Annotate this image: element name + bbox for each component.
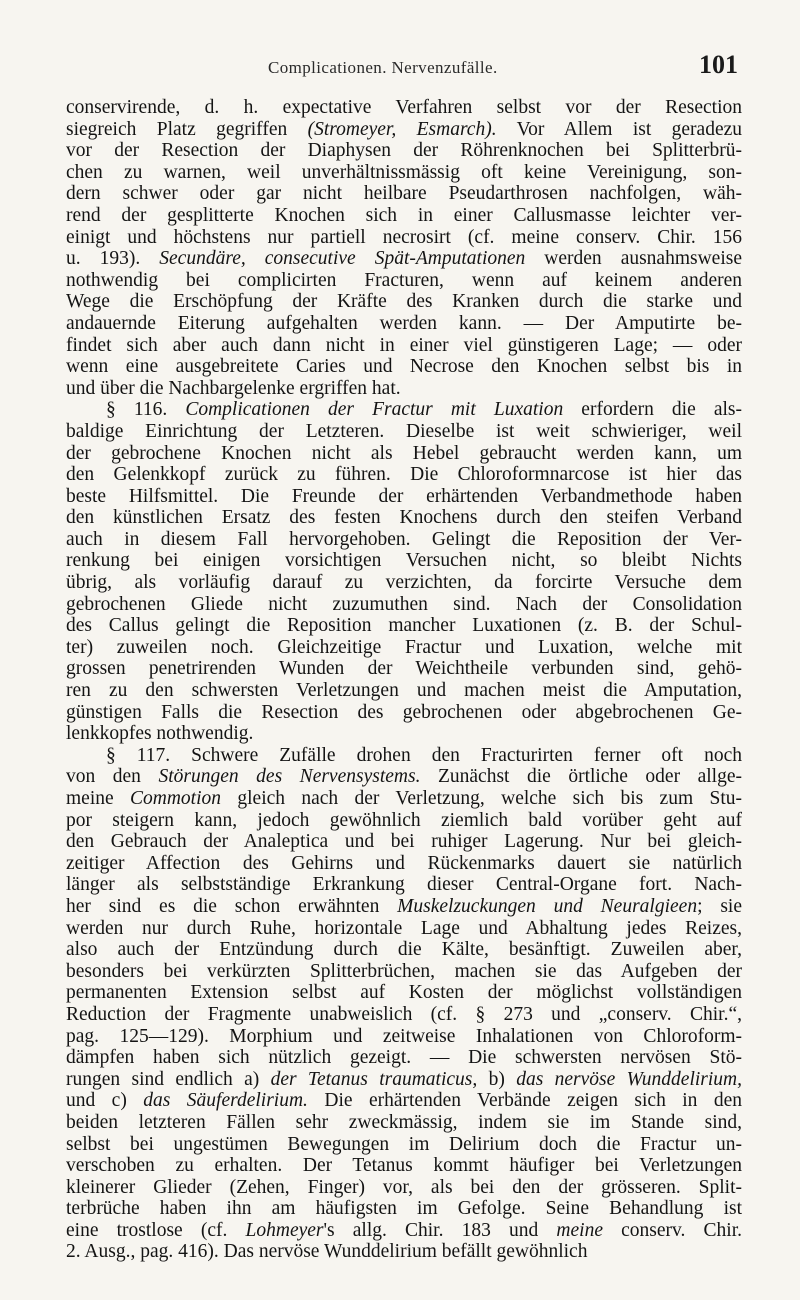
- text-run: dämpfen haben sich nützlich gezeigt. — Die schwersten nervösen Stö-: [66, 1047, 742, 1069]
- text-line: [66, 378, 742, 400]
- text-line: [66, 1047, 742, 1069]
- text-line: [66, 270, 742, 292]
- page-number: 101: [699, 50, 738, 79]
- text-line: [66, 421, 742, 443]
- text-line: [66, 550, 742, 572]
- text-run: permanenten Extension selbst auf Kosten der möglichst vollständigen: [66, 982, 742, 1004]
- text-run: werden ausnahmsweise: [525, 248, 742, 270]
- text-run: und über die Nachbargelenke ergriffen hat.: [66, 377, 401, 399]
- text-run: kleinerer Glieder (Zehen, Finger) vor, als bei den der grösseren. Split-: [66, 1176, 742, 1198]
- text-run: dern schwer oder gar nicht heilbare Pseudarthrosen nachfolgen, wäh-: [66, 183, 742, 205]
- text-line: [66, 680, 742, 702]
- text-run: findet sich aber auch dann nicht in einer viel günstigeren Lage; — oder: [66, 334, 742, 356]
- text-line: [66, 291, 742, 313]
- text-line: [66, 788, 742, 810]
- text-line: [66, 1241, 742, 1263]
- text-line: [66, 896, 742, 918]
- text-line: [66, 853, 742, 875]
- text-run: Wege die Erschöpfung der Kräfte des Kranken durch die starke und: [66, 291, 742, 313]
- italic-run: das nervöse Wunddelirium,: [516, 1068, 742, 1090]
- text-line: [66, 335, 742, 357]
- text-run: übrig, als vorläufig darauf zu verzichten, da forcirte Versuche dem: [66, 572, 742, 594]
- text-run: u. 193).: [66, 248, 160, 270]
- text-line: [66, 399, 742, 421]
- italic-run: Secundäre, consecutive Spät-Amputationen: [159, 248, 526, 270]
- text-line: [66, 961, 742, 983]
- italic-run: der Tetanus traumaticus,: [270, 1068, 478, 1090]
- text-run: andauernde Eiterung aufgehalten werden kann. — Der Amputirte be-: [66, 312, 742, 334]
- italic-run: Störungen des Nervensystems.: [158, 766, 421, 788]
- text-run: gleich nach der Verletzung, welche sich bis zum Stu-: [221, 788, 742, 809]
- text-run: den Gelenkkopf zurück zu führen. Die Chloroformnarcose ist hier das: [66, 464, 742, 486]
- text-line: [66, 97, 742, 119]
- text-run: der gebrochene Knochen nicht als Hebel gebraucht werden kann, um: [66, 442, 742, 464]
- text-run: nothwendig bei complicirten Fracturen, wenn auf keinem anderen: [66, 269, 742, 291]
- text-run: lenkkopfes nothwendig.: [66, 723, 254, 745]
- text-run: her sind es die schon erwähnten: [66, 895, 398, 917]
- text-line: [66, 140, 742, 162]
- text-run: ; sie: [697, 895, 742, 917]
- text-run: des Callus gelingt die Reposition mancher Luxationen (z. B. der Schul-: [66, 615, 742, 637]
- text-run: Reduction der Fragmente unabweislich (cf. § 273 und „conserv. Chir.“,: [66, 1003, 742, 1025]
- text-run: Zunächst die örtliche oder allge-: [420, 766, 742, 788]
- text-run: und c): [66, 1090, 144, 1112]
- text-line: [66, 119, 742, 141]
- italic-run: meine: [556, 1219, 603, 1241]
- text-run: 's allg. Chir. 183 und: [323, 1219, 557, 1241]
- text-line: [66, 615, 742, 637]
- text-line: [66, 831, 742, 853]
- text-run: siegreich Platz gegriffen: [66, 118, 308, 140]
- text-line: [66, 1112, 742, 1134]
- text-run: por steigern kann, jedoch gewöhnlich ziemlich bald vorüber geht auf: [66, 809, 742, 831]
- italic-run: (Stromeyer, Esmarch).: [307, 118, 497, 140]
- italic-run: Lohmeyer: [245, 1219, 324, 1241]
- text-run: verschoben zu erhalten. Der Tetanus kommt häufiger bei Verletzungen: [66, 1155, 742, 1177]
- text-run: den Gebrauch der Analeptica und bei ruhiger Lagerung. Nur bei gleich-: [66, 831, 742, 853]
- text-line: [66, 982, 742, 1004]
- text-run: b): [477, 1068, 517, 1090]
- text-run: rend der gesplitterte Knochen sich in einer Callusmasse leichter ver-: [66, 204, 742, 226]
- text-run: grossen penetrirenden Wunden der Weichtheile verbunden sind, gehö-: [66, 658, 742, 680]
- text-line: [66, 1155, 742, 1177]
- text-line: [66, 1220, 742, 1242]
- text-run: wenn eine ausgebreitete Caries und Necrose den Knochen selbst bis in: [66, 356, 742, 378]
- text-line: [66, 313, 742, 335]
- text-line: [66, 594, 742, 616]
- text-run: günstigen Falls die Resection des gebrochenen oder abgebrochenen Ge-: [66, 701, 742, 723]
- text-run: ter) zuweilen noch. Gleichzeitige Fractur und Luxation, welche mit: [66, 636, 742, 658]
- italic-run: Muskelzuckungen und Neuralgieen: [397, 895, 698, 917]
- text-run: vor der Resection der Diaphysen der Röhrenknochen bei Splitterbrü-: [66, 140, 742, 162]
- text-line: [66, 766, 742, 788]
- italic-run: Complicationen der Fractur mit Luxation: [185, 399, 564, 421]
- text-line: [66, 918, 742, 940]
- text-line: [66, 810, 742, 832]
- text-line: [66, 205, 742, 227]
- text-line: [66, 1090, 742, 1112]
- text-run: § 117. Schwere Zufälle drohen den Fracturirten ferner oft noch: [106, 744, 742, 766]
- text-run: baldige Einrichtung der Letzteren. Dieselbe ist weit schwieriger, weil: [66, 420, 742, 442]
- italic-run: das Säuferdelirium.: [143, 1090, 308, 1112]
- text-line: [66, 939, 742, 961]
- text-run: eine trostlose (cf.: [66, 1219, 246, 1241]
- italic-run: Commotion: [130, 788, 222, 809]
- text-run: einigt und höchstens nur partiell necrosirt (cf. meine conserv. Chir. 156: [66, 226, 742, 248]
- text-line: [66, 658, 742, 680]
- text-run: conserv. Chir.: [602, 1219, 742, 1241]
- text-run: länger als selbstständige Erkrankung dieser Central-Organe fort. Nach-: [66, 874, 742, 896]
- text-line: [66, 507, 742, 529]
- text-run: beste Hilfsmittel. Die Freunde der erhärtenden Verbandmethode haben: [66, 485, 742, 507]
- text-run: werden nur durch Ruhe, horizontale Lage und Abhaltung jedes Reizes,: [66, 917, 742, 939]
- text-run: zeitiger Affection des Gehirns und Rückenmarks dauert sie natürlich: [66, 852, 742, 874]
- text-run: conservirende, d. h. expectative Verfahren selbst vor der Resection: [66, 97, 742, 118]
- text-run: Die erhärtenden Verbände zeigen sich in den: [307, 1090, 742, 1112]
- text-line: [66, 183, 742, 205]
- text-run: renkung bei einigen vorsichtigen Versuchen nicht, so bleibt Nichts: [66, 550, 742, 572]
- text-run: erfordern die als-: [563, 399, 742, 421]
- text-run: pag. 125—129). Morphium und zeitweise Inhalationen von Chloroform-: [66, 1025, 742, 1047]
- text-line: [66, 162, 742, 184]
- text-line: [66, 443, 742, 465]
- text-run: gebrochenen Gliede nicht zuzumuthen sind. Nach der Consolidation: [66, 593, 742, 615]
- text-run: ren zu den schwersten Verletzungen und machen meist die Amputation,: [66, 680, 742, 702]
- text-line: [66, 1177, 742, 1199]
- text-run: 2. Ausg., pag. 416). Das nervöse Wunddelirium befällt gewöhnlich: [66, 1241, 588, 1263]
- text-line: [66, 486, 742, 508]
- text-line: [66, 356, 742, 378]
- text-line: [66, 702, 742, 724]
- text-line: [66, 464, 742, 486]
- text-line: [66, 723, 742, 745]
- running-head: Complicationen. Nervenzufälle.: [268, 58, 498, 77]
- text-line: [66, 529, 742, 551]
- text-line: [66, 1198, 742, 1220]
- text-line: [66, 227, 742, 249]
- text-run: rungen sind endlich a): [66, 1068, 271, 1090]
- text-line: [66, 1004, 742, 1026]
- text-line: [66, 1134, 742, 1156]
- text-line: [66, 572, 742, 594]
- text-run: den künstlichen Ersatz des festen Knochens durch den steifen Verband: [66, 507, 742, 529]
- text-run: selbst bei ungestümen Bewegungen im Delirium doch die Fractur un-: [66, 1133, 742, 1155]
- text-line: [66, 248, 742, 270]
- text-run: von den: [66, 766, 159, 788]
- body-text: [66, 97, 742, 1263]
- text-run: besonders bei verkürzten Splitterbrüchen, machen sie das Aufgeben der: [66, 960, 742, 982]
- text-run: § 116.: [106, 399, 186, 421]
- text-run: terbrüche haben ihn am häufigsten im Gefolge. Seine Behandlung ist: [66, 1198, 742, 1220]
- text-line: [66, 1069, 742, 1091]
- text-run: also auch der Entzündung durch die Kälte, besänftigt. Zuweilen aber,: [66, 939, 742, 961]
- text-run: meine: [66, 788, 130, 809]
- text-line: [66, 637, 742, 659]
- text-run: chen zu warnen, weil unverhältnissmässig oft keine Vereinigung, son-: [66, 161, 742, 183]
- text-run: auch in diesem Fall hervorgehoben. Gelingt die Reposition der Ver-: [66, 528, 742, 550]
- text-line: [66, 1026, 742, 1048]
- text-line: [66, 874, 742, 896]
- text-line: [66, 745, 742, 767]
- text-run: beiden letzteren Fällen sehr zweckmässig, indem sie im Stande sind,: [66, 1111, 742, 1133]
- text-run: Vor Allem ist geradezu: [496, 118, 742, 140]
